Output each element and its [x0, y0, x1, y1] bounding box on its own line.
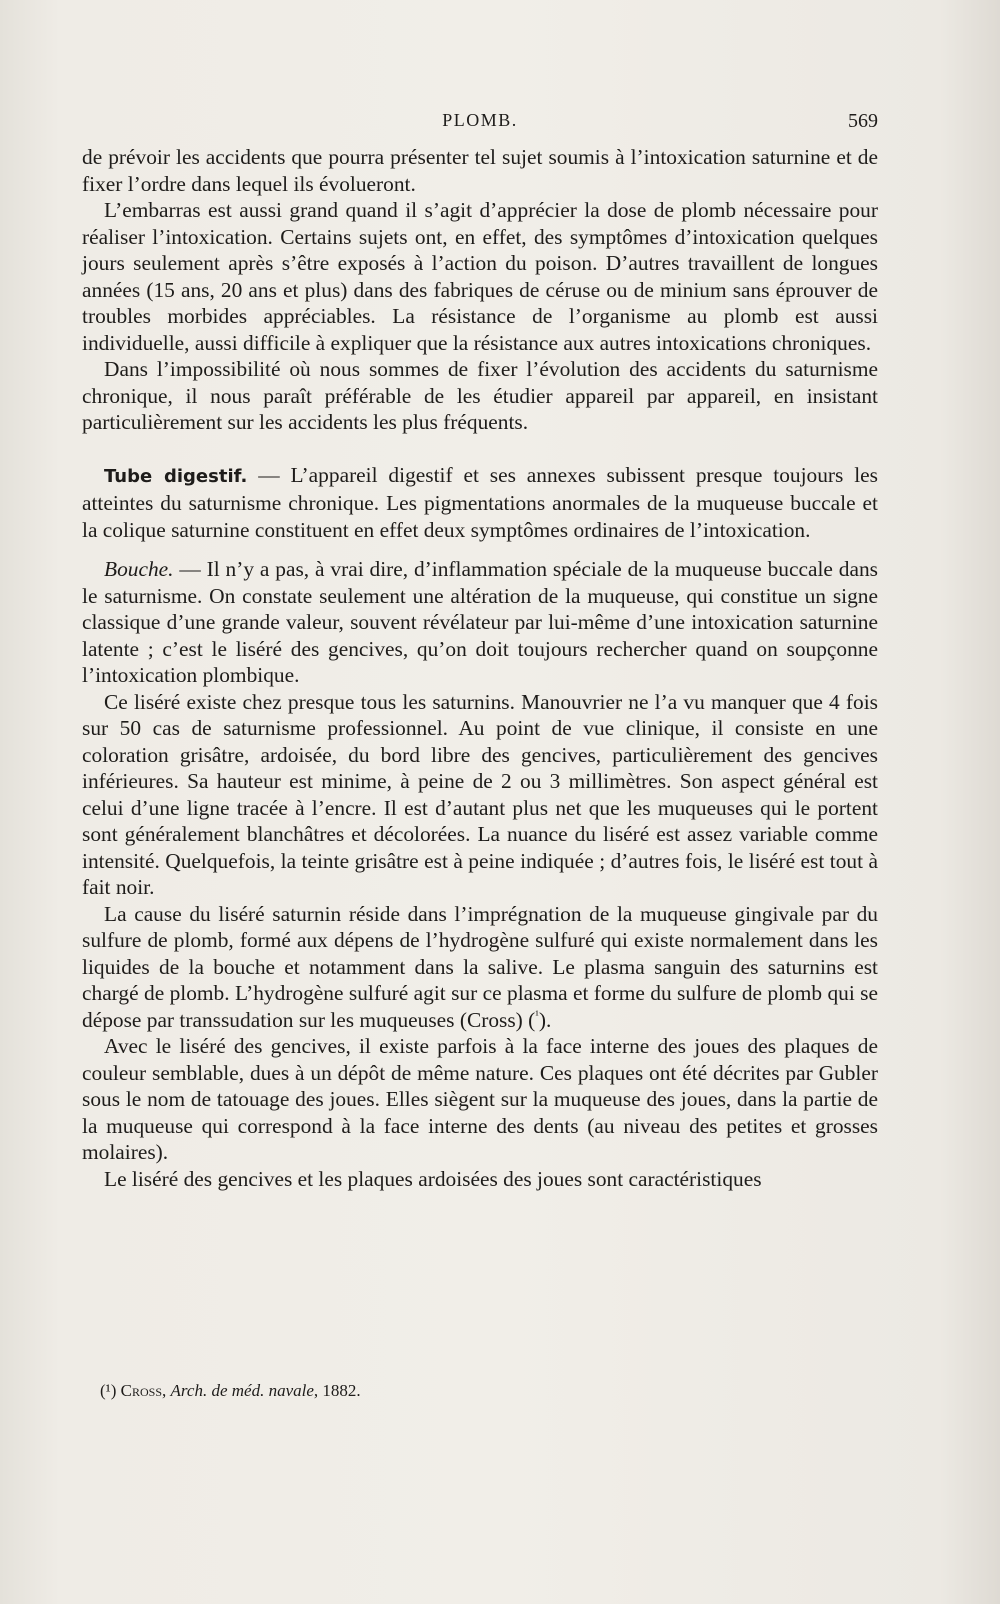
paragraph	[82, 356, 878, 436]
page-number: 569	[848, 110, 878, 132]
paragraph-text: — L’appareil digestif et ses annexes subissent presque toujours les atteintes du saturnisme chronique. Les pigmentations anormales de la muqueuse buccale et la colique saturnine constituent en effet deux symptômes ordinaires de l’intoxication.	[82, 462, 879, 542]
running-head: PLOMB.	[442, 110, 518, 130]
page-header	[82, 110, 878, 138]
footnote-reference: ¹	[535, 1007, 539, 1022]
paragraph-text: — Il n’y a pas, à vrai dire, d’inflammation spéciale de la muqueuse buccale dans le saturnisme. On constate seulement une altération de la muqueuse, qui constitue un signe classique d’une grande valeur, souvent révélateur par lui-même d’une intoxication saturnine latente ; c’est le liséré des gencives, qu’on doit toujours rechercher quand on soupçonne l’intoxication plombique.	[82, 557, 878, 687]
paragraph-text: de prévoir les accidents que pourra présenter tel sujet soumis à l’intoxication saturnine et de fixer l’ordre dans lequel ils évolueront.	[82, 145, 878, 196]
paragraph	[82, 689, 878, 901]
body-text	[82, 144, 878, 1192]
footnote-year: , 1882.	[313, 1381, 361, 1400]
paragraph-text: L’embarras est aussi grand quand il s’agit d’apprécier la dose de plomb nécessaire pour réaliser l’intoxication. Certains sujets ont, en effet, des symptômes d’intoxication quelques jours seulement après s’être exposés à l’action du poison. D’autres travaillent de longues années (15 ans, 20 ans et plus) dans des fabriques de céruse ou de minium sans éprouver de troubles morbides appréciables. La résistance de l’organisme au plomb est aussi individuelle, aussi difficile à expliquer que la résistance aux autres intoxications chroniques.	[82, 198, 878, 355]
footnote-journal: Arch. de méd. navale	[170, 1381, 314, 1400]
paragraph	[82, 197, 878, 356]
footnote-marker: (¹)	[100, 1381, 117, 1400]
paragraph-text: La cause du liséré saturnin réside dans l’imprégnation de la muqueuse gingivale par du sulfure de plomb, formé aux dépens de l’hydrogène sulfuré qui existe normalement dans les liquides de la bouche et notamment dans la salive. Le plasma sanguin des saturnins est chargé de plomb. L’hydrogène sulfuré agit sur ce plasma et forme du sulfure de plomb qui se dépose par transsudation sur les muqueuses (Cross) (	[82, 901, 878, 1032]
section-heading: Tube digestif.	[104, 465, 248, 487]
paragraph-text: Avec le liséré des gencives, il existe parfois à la face interne des joues des plaques de couleur semblable, dues à un dépôt de même nature. Ces plaques ont été décrites par Gubler sous le nom de tatouage des joues. Elles siègent sur la muqueuse des joues, dans la partie de la muqueuse qui correspond à la face interne des dents (au niveau des petites et grosses molaires).	[82, 1034, 878, 1164]
paragraph	[82, 1033, 878, 1166]
paragraph	[82, 462, 878, 544]
paragraph	[82, 556, 878, 689]
paragraph	[82, 1166, 878, 1193]
paragraph-text: Dans l’impossibilité où nous sommes de fixer l’évolution des accidents du saturnisme chronique, il nous paraît préférable de les étudier appareil par appareil, en insistant particulièrement sur les accidents les plus fréquents.	[82, 357, 878, 434]
subsection-heading: Bouche.	[104, 557, 174, 581]
paragraph-tail: ).	[538, 1007, 552, 1032]
paragraph-text: Ce liséré existe chez presque tous les saturnins. Manouvrier ne l’a vu manquer que 4 fois sur 50 cas de saturnisme professionnel. Au point de vue clinique, il consiste en une coloration grisâtre, ardoisée, du bord libre des gencives, particulièrement des gencives inférieures. Sa hauteur est minime, à peine de 2 ou 3 millimètres. Son aspect général est celui d’une ligne tracée à l’encre. Il est d’autant plus net que les muqueuses qui le portent sont généralement blanchâtres et décolorées. La nuance du liséré est assez variable comme intensité. Quelquefois, la teinte grisâtre est à peine indiquée ; d’autres fois, le liséré est tout à fait noir.	[82, 689, 878, 899]
paragraph-text: Le liséré des gencives et les plaques ardoisées des joues sont caractéristiques	[104, 1166, 762, 1191]
paragraph	[82, 901, 878, 1034]
paragraph	[82, 144, 878, 197]
footnote-author: Cross	[120, 1381, 163, 1400]
footnote: (¹) Cross, Arch. de méd. navale, 1882.	[100, 1381, 361, 1400]
